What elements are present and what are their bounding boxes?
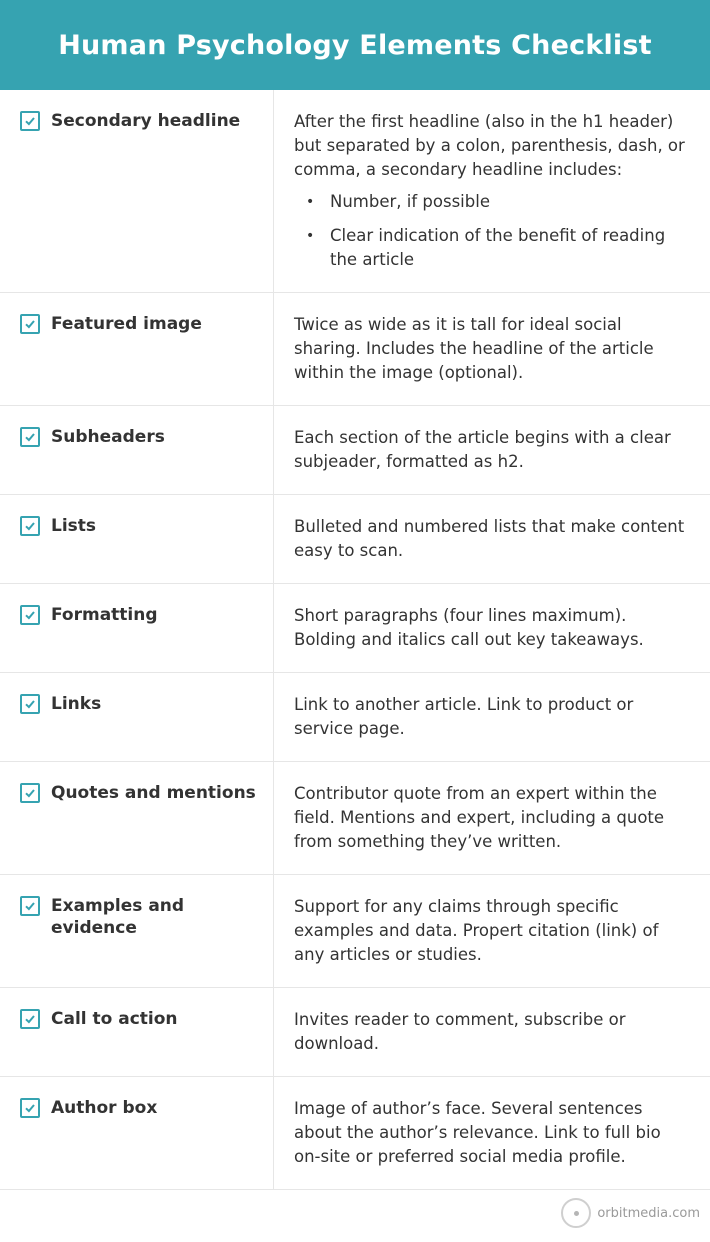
row-description: Link to another article. Link to product or service page.: [274, 673, 710, 762]
checkbox-checked-icon: [20, 1009, 40, 1029]
row-label: Formatting: [51, 605, 158, 625]
row-description: Support for any claims through specific examples and data. Propert citation (link) of any articles or studies.: [274, 875, 710, 988]
table-row: [0, 495, 710, 584]
table-row: [0, 875, 710, 988]
checkbox-checked-icon: [20, 896, 40, 916]
bullet-list: [294, 190, 692, 272]
checkbox-checked-icon: [20, 111, 40, 131]
row-label: Examples and evidence: [51, 896, 185, 938]
table-row: [0, 673, 710, 762]
table-row: [0, 90, 710, 293]
checkbox-checked-icon: [20, 427, 40, 447]
table-row: [0, 406, 710, 495]
table-row: [0, 293, 710, 406]
row-label: Quotes and mentions: [51, 783, 256, 803]
row-description: Bulleted and numbered lists that make content easy to scan.: [274, 495, 710, 584]
row-description: Each section of the article begins with a clear subjeader, formatted as h2.: [274, 406, 710, 495]
brand-name: orbitmedia.com: [597, 1205, 700, 1221]
orbit-logo-icon: [561, 1198, 591, 1228]
page-title: Human Psychology Elements Checklist: [58, 29, 652, 61]
checkbox-checked-icon: [20, 314, 40, 334]
row-label: Links: [51, 694, 102, 714]
row-label: Lists: [51, 516, 97, 536]
footer-brand: [561, 1198, 700, 1228]
row-description: Twice as wide as it is tall for ideal social sharing. Includes the headline of the article within the image (optional).: [274, 293, 710, 406]
row-description: Short paragraphs (four lines maximum). Bolding and italics call out key takeaways.: [274, 584, 710, 673]
row-label: Call to action: [51, 1009, 178, 1029]
row-label: Author box: [51, 1098, 158, 1118]
list-item: • Clear indication of the benefit of reading the article: [294, 224, 692, 272]
checkbox-checked-icon: [20, 516, 40, 536]
list-item: • Number, if possible: [294, 190, 692, 214]
table-row: [0, 1077, 710, 1190]
row-description: Image of author’s face. Several sentences about the author’s relevance. Link to full bio on-site or preferred social media profile.: [274, 1077, 710, 1190]
table-row: [0, 584, 710, 673]
row-description: After the first headline (also in the h1 header) but separated by a colon, parenthesis, dash, or comma, a secondary headline includes:: [294, 112, 685, 179]
row-label: Secondary headline: [51, 111, 241, 131]
row-label: Subheaders: [51, 427, 165, 447]
row-description: Contributor quote from an expert within the field. Mentions and expert, including a quote from something they’ve written.: [274, 762, 710, 875]
checkbox-checked-icon: [20, 783, 40, 803]
row-description: Invites reader to comment, subscribe or download.: [274, 988, 710, 1077]
checklist-table: [0, 90, 710, 1190]
page-header: [0, 0, 710, 90]
checkbox-checked-icon: [20, 694, 40, 714]
checkbox-checked-icon: [20, 605, 40, 625]
table-row: [0, 988, 710, 1077]
checkbox-checked-icon: [20, 1098, 40, 1118]
table-row: [0, 762, 710, 875]
row-label: Featured image: [51, 314, 202, 334]
